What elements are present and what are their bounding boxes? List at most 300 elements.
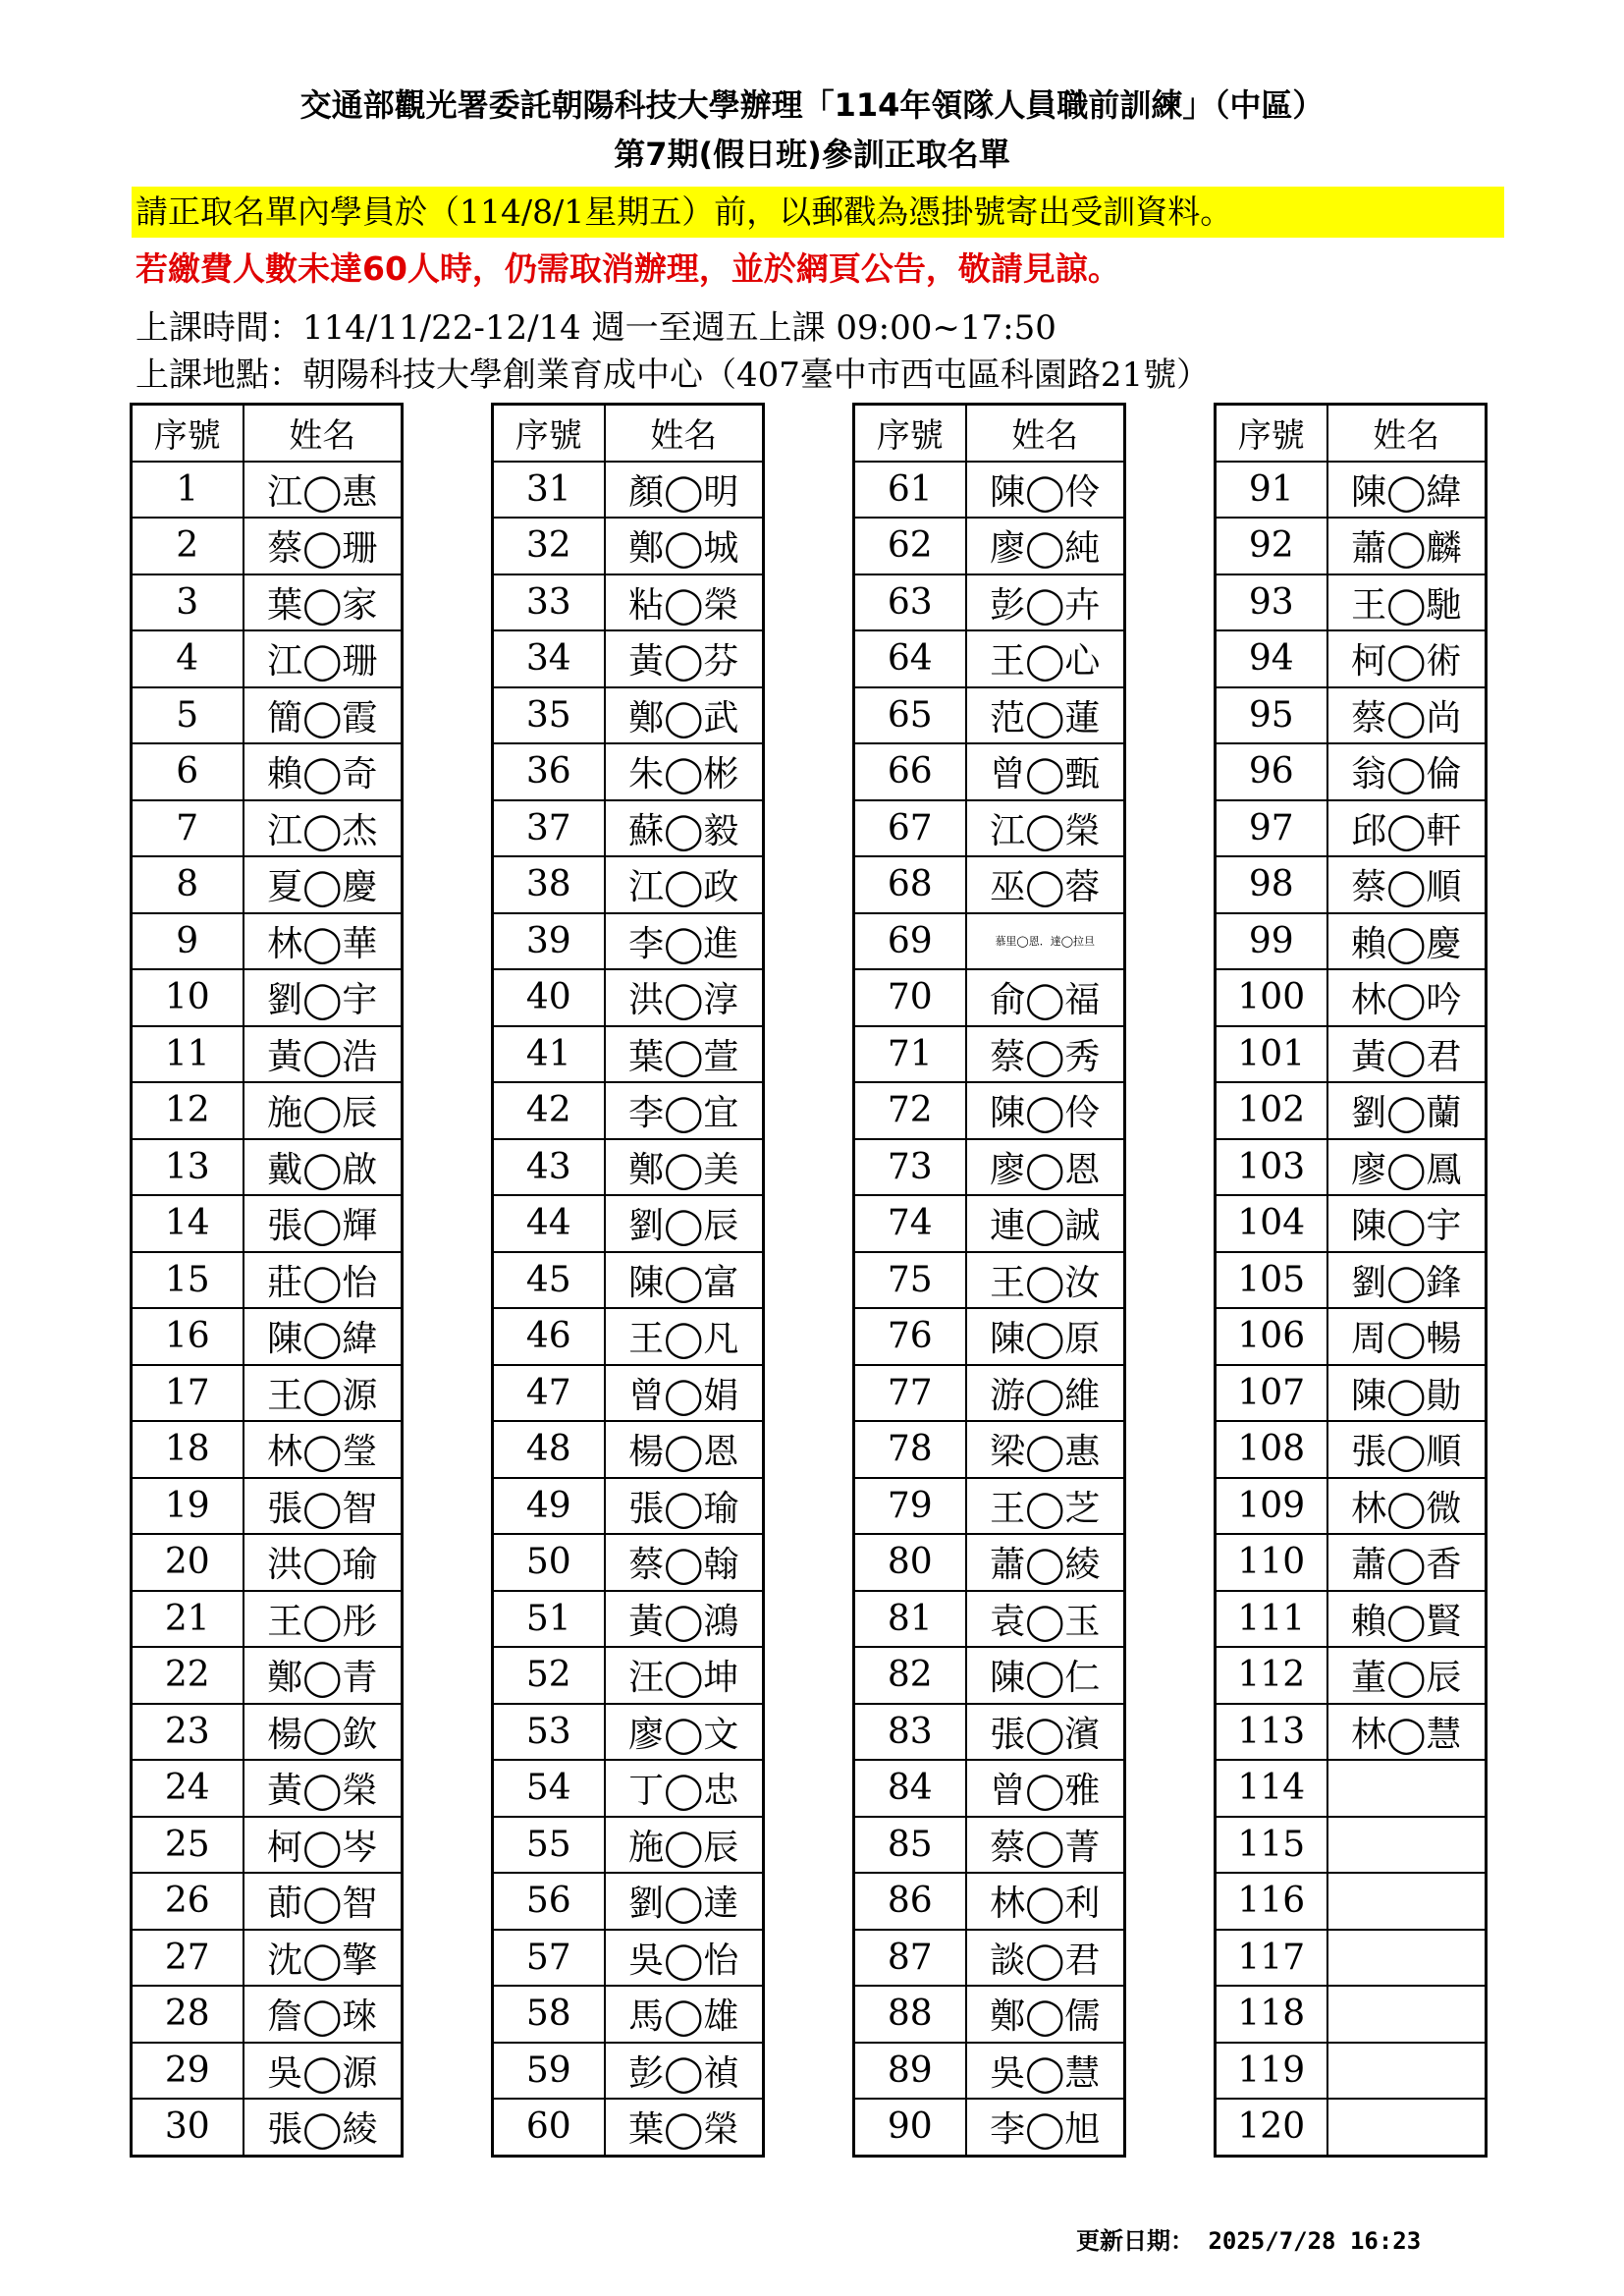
table-header-row xyxy=(854,405,1125,462)
row-number: 73 xyxy=(854,1139,966,1196)
trainee-name: 柯◯岑 xyxy=(244,1817,403,1874)
trainee-name: 黃◯君 xyxy=(1327,1026,1487,1083)
table-row xyxy=(1216,1308,1487,1365)
table-row xyxy=(132,1308,403,1365)
table-row xyxy=(493,1760,764,1817)
row-number: 118 xyxy=(1216,1986,1327,2043)
table-row xyxy=(1216,518,1487,574)
table-row xyxy=(132,1365,403,1422)
trainee-name: 柯◯術 xyxy=(1327,630,1487,687)
row-number: 108 xyxy=(1216,1421,1327,1478)
trainee-name: 葉◯萱 xyxy=(605,1026,764,1083)
update-date: 更新日期： 2025/7/28 16:23 xyxy=(1076,2227,1422,2255)
trainee-name: 陳◯宇 xyxy=(1327,1195,1487,1252)
trainee-name: 鄭◯儒 xyxy=(966,1986,1125,2043)
table-row xyxy=(1216,687,1487,744)
trainee-name: 巫◯蓉 xyxy=(966,856,1125,913)
trainee-name: 陳◯緯 xyxy=(244,1308,403,1365)
table-row xyxy=(854,1647,1125,1704)
row-number: 51 xyxy=(493,1591,605,1648)
course-time: 上課時間：114/11/22-12/14 週一至週五上課 09:00~17:50 xyxy=(135,308,1056,348)
trainee-name: 鄭◯武 xyxy=(605,687,764,744)
roster-table xyxy=(491,403,765,2158)
row-number: 111 xyxy=(1216,1591,1327,1648)
table-row xyxy=(493,1704,764,1761)
trainee-name: 林◯利 xyxy=(966,1873,1125,1930)
row-number: 107 xyxy=(1216,1365,1327,1422)
table-row xyxy=(854,630,1125,687)
row-number: 18 xyxy=(132,1421,244,1478)
row-number: 83 xyxy=(854,1704,966,1761)
table-row xyxy=(1216,462,1487,519)
row-number: 67 xyxy=(854,800,966,857)
table-row xyxy=(854,1082,1125,1139)
table-row xyxy=(1216,630,1487,687)
trainee-name: 黃◯鴻 xyxy=(605,1591,764,1648)
row-number: 77 xyxy=(854,1365,966,1422)
row-number: 24 xyxy=(132,1760,244,1817)
row-number: 106 xyxy=(1216,1308,1327,1365)
trainee-name xyxy=(1327,2099,1487,2156)
table-row xyxy=(132,1195,403,1252)
trainee-name: 慕里◯恩．達◯拉旦 xyxy=(966,913,1125,970)
row-number: 110 xyxy=(1216,1534,1327,1591)
trainee-name: 黃◯榮 xyxy=(244,1760,403,1817)
trainee-name: 陳◯勛 xyxy=(1327,1365,1487,1422)
row-number: 113 xyxy=(1216,1704,1327,1761)
table-row xyxy=(493,913,764,970)
table-row xyxy=(493,1421,764,1478)
column-header-number: 序號 xyxy=(132,405,244,462)
table-row xyxy=(854,800,1125,857)
trainee-name: 李◯旭 xyxy=(966,2099,1125,2156)
trainee-name: 顏◯明 xyxy=(605,462,764,519)
row-number: 10 xyxy=(132,969,244,1026)
table-row xyxy=(493,574,764,631)
row-number: 52 xyxy=(493,1647,605,1704)
row-number: 115 xyxy=(1216,1817,1327,1874)
row-number: 69 xyxy=(854,913,966,970)
table-row xyxy=(493,2043,764,2100)
row-number: 119 xyxy=(1216,2043,1327,2100)
table-row xyxy=(132,1252,403,1309)
row-number: 94 xyxy=(1216,630,1327,687)
table-row xyxy=(1216,1252,1487,1309)
row-number: 105 xyxy=(1216,1252,1327,1309)
table-row xyxy=(1216,913,1487,970)
trainee-name: 莭◯智 xyxy=(244,1873,403,1930)
table-row xyxy=(1216,1704,1487,1761)
trainee-name: 林◯吟 xyxy=(1327,969,1487,1026)
row-number: 30 xyxy=(132,2099,244,2156)
row-number: 20 xyxy=(132,1534,244,1591)
table-row xyxy=(1216,1421,1487,1478)
row-number: 88 xyxy=(854,1986,966,2043)
document-subtitle: 第7期(假日班)參訓正取名單 xyxy=(614,136,1010,173)
trainee-name: 江◯杰 xyxy=(244,800,403,857)
trainee-name: 彭◯禎 xyxy=(605,2043,764,2100)
roster-table xyxy=(1214,403,1488,2158)
table-row xyxy=(493,630,764,687)
trainee-name: 陳◯伶 xyxy=(966,1082,1125,1139)
row-number: 75 xyxy=(854,1252,966,1309)
trainee-name: 江◯政 xyxy=(605,856,764,913)
trainee-name: 蕭◯綾 xyxy=(966,1534,1125,1591)
trainee-name: 曾◯雅 xyxy=(966,1760,1125,1817)
trainee-name: 丁◯忠 xyxy=(605,1760,764,1817)
table-row xyxy=(132,1647,403,1704)
trainee-name: 劉◯辰 xyxy=(605,1195,764,1252)
row-number: 76 xyxy=(854,1308,966,1365)
table-row xyxy=(854,2043,1125,2100)
row-number: 39 xyxy=(493,913,605,970)
trainee-name xyxy=(1327,2043,1487,2100)
table-row xyxy=(132,913,403,970)
trainee-name: 戴◯啟 xyxy=(244,1139,403,1196)
table-row xyxy=(132,2099,403,2156)
trainee-name: 張◯濱 xyxy=(966,1704,1125,1761)
row-number: 3 xyxy=(132,574,244,631)
trainee-name: 蔡◯秀 xyxy=(966,1026,1125,1083)
table-row xyxy=(132,1760,403,1817)
trainee-name: 王◯汝 xyxy=(966,1252,1125,1309)
table-row xyxy=(854,518,1125,574)
row-number: 86 xyxy=(854,1873,966,1930)
roster-table xyxy=(852,403,1126,2158)
table-row xyxy=(132,1082,403,1139)
trainee-name: 廖◯純 xyxy=(966,518,1125,574)
row-number: 47 xyxy=(493,1365,605,1422)
row-number: 17 xyxy=(132,1365,244,1422)
row-number: 64 xyxy=(854,630,966,687)
row-number: 29 xyxy=(132,2043,244,2100)
trainee-name: 劉◯鋒 xyxy=(1327,1252,1487,1309)
row-number: 114 xyxy=(1216,1760,1327,1817)
table-row xyxy=(132,574,403,631)
table-row xyxy=(1216,743,1487,800)
trainee-name: 游◯維 xyxy=(966,1365,1125,1422)
trainee-name: 劉◯宇 xyxy=(244,969,403,1026)
trainee-name: 莊◯怡 xyxy=(244,1252,403,1309)
table-row xyxy=(493,1986,764,2043)
row-number: 100 xyxy=(1216,969,1327,1026)
trainee-name: 邱◯軒 xyxy=(1327,800,1487,857)
row-number: 31 xyxy=(493,462,605,519)
row-number: 6 xyxy=(132,743,244,800)
row-number: 7 xyxy=(132,800,244,857)
trainee-name: 汪◯坤 xyxy=(605,1647,764,1704)
row-number: 103 xyxy=(1216,1139,1327,1196)
trainee-name: 俞◯福 xyxy=(966,969,1125,1026)
trainee-name: 葉◯榮 xyxy=(605,2099,764,2156)
table-row xyxy=(132,687,403,744)
trainee-name xyxy=(1327,1986,1487,2043)
trainee-name: 廖◯恩 xyxy=(966,1139,1125,1196)
row-number: 9 xyxy=(132,913,244,970)
row-number: 36 xyxy=(493,743,605,800)
row-number: 109 xyxy=(1216,1478,1327,1535)
row-number: 102 xyxy=(1216,1082,1327,1139)
trainee-name: 林◯微 xyxy=(1327,1478,1487,1535)
row-number: 59 xyxy=(493,2043,605,2100)
table-row xyxy=(493,1591,764,1648)
trainee-name: 施◯辰 xyxy=(244,1082,403,1139)
table-row xyxy=(132,1704,403,1761)
table-row xyxy=(493,2099,764,2156)
trainee-name: 林◯瑩 xyxy=(244,1421,403,1478)
table-row xyxy=(132,743,403,800)
row-number: 70 xyxy=(854,969,966,1026)
row-number: 48 xyxy=(493,1421,605,1478)
table-row xyxy=(132,1534,403,1591)
row-number: 35 xyxy=(493,687,605,744)
table-row xyxy=(493,1082,764,1139)
table-header-row xyxy=(132,405,403,462)
trainee-name: 王◯芝 xyxy=(966,1478,1125,1535)
table-row xyxy=(1216,856,1487,913)
mailing-deadline-notice: 請正取名單內學員於（114/8/1星期五）前，以郵戳為憑掛號寄出受訓資料。 xyxy=(132,187,1504,238)
table-row xyxy=(854,913,1125,970)
column-header-number: 序號 xyxy=(854,405,966,462)
row-number: 8 xyxy=(132,856,244,913)
row-number: 43 xyxy=(493,1139,605,1196)
table-row xyxy=(132,1986,403,2043)
row-number: 26 xyxy=(132,1873,244,1930)
row-number: 81 xyxy=(854,1591,966,1648)
trainee-name: 梁◯惠 xyxy=(966,1421,1125,1478)
trainee-name: 翁◯倫 xyxy=(1327,743,1487,800)
column-header-name: 姓名 xyxy=(244,405,403,462)
row-number: 53 xyxy=(493,1704,605,1761)
row-number: 5 xyxy=(132,687,244,744)
table-row xyxy=(854,1817,1125,1874)
table-row xyxy=(1216,1817,1487,1874)
table-row xyxy=(1216,1534,1487,1591)
row-number: 80 xyxy=(854,1534,966,1591)
table-row xyxy=(1216,1591,1487,1648)
table-row xyxy=(1216,1082,1487,1139)
trainee-name: 談◯君 xyxy=(966,1930,1125,1987)
table-row xyxy=(854,2099,1125,2156)
row-number: 90 xyxy=(854,2099,966,2156)
row-number: 49 xyxy=(493,1478,605,1535)
trainee-name: 黃◯芬 xyxy=(605,630,764,687)
trainee-name: 廖◯鳳 xyxy=(1327,1139,1487,1196)
trainee-name: 曾◯娟 xyxy=(605,1365,764,1422)
table-row xyxy=(1216,2099,1487,2156)
row-number: 38 xyxy=(493,856,605,913)
trainee-name: 陳◯原 xyxy=(966,1308,1125,1365)
column-header-name: 姓名 xyxy=(605,405,764,462)
trainee-name: 范◯蓮 xyxy=(966,687,1125,744)
table-row xyxy=(132,518,403,574)
trainee-name: 袁◯玉 xyxy=(966,1591,1125,1648)
row-number: 104 xyxy=(1216,1195,1327,1252)
row-number: 60 xyxy=(493,2099,605,2156)
table-row xyxy=(132,856,403,913)
trainee-name: 鄭◯城 xyxy=(605,518,764,574)
row-number: 54 xyxy=(493,1760,605,1817)
table-row xyxy=(1216,574,1487,631)
row-number: 93 xyxy=(1216,574,1327,631)
table-row xyxy=(854,574,1125,631)
column-header-name: 姓名 xyxy=(1327,405,1487,462)
table-row xyxy=(854,1139,1125,1196)
table-row xyxy=(493,800,764,857)
table-row xyxy=(854,1873,1125,1930)
row-number: 120 xyxy=(1216,2099,1327,2156)
trainee-name: 王◯凡 xyxy=(605,1308,764,1365)
trainee-name: 沈◯擎 xyxy=(244,1930,403,1987)
row-number: 4 xyxy=(132,630,244,687)
table-row xyxy=(854,687,1125,744)
row-number: 78 xyxy=(854,1421,966,1478)
row-number: 19 xyxy=(132,1478,244,1535)
trainee-name: 廖◯文 xyxy=(605,1704,764,1761)
row-number: 16 xyxy=(132,1308,244,1365)
table-row xyxy=(1216,1478,1487,1535)
row-number: 42 xyxy=(493,1082,605,1139)
table-row xyxy=(493,1930,764,1987)
trainee-name: 董◯辰 xyxy=(1327,1647,1487,1704)
trainee-name: 王◯心 xyxy=(966,630,1125,687)
table-row xyxy=(854,1478,1125,1535)
table-row xyxy=(854,1704,1125,1761)
column-header-name: 姓名 xyxy=(966,405,1125,462)
row-number: 32 xyxy=(493,518,605,574)
row-number: 74 xyxy=(854,1195,966,1252)
table-row xyxy=(854,969,1125,1026)
row-number: 12 xyxy=(132,1082,244,1139)
table-row xyxy=(854,1421,1125,1478)
row-number: 14 xyxy=(132,1195,244,1252)
row-number: 62 xyxy=(854,518,966,574)
row-number: 50 xyxy=(493,1534,605,1591)
trainee-name: 賴◯慶 xyxy=(1327,913,1487,970)
table-row xyxy=(1216,1930,1487,1987)
table-row xyxy=(493,856,764,913)
trainee-name: 王◯源 xyxy=(244,1365,403,1422)
row-number: 13 xyxy=(132,1139,244,1196)
trainee-name: 王◯馳 xyxy=(1327,574,1487,631)
table-row xyxy=(493,1252,764,1309)
row-number: 112 xyxy=(1216,1647,1327,1704)
row-number: 96 xyxy=(1216,743,1327,800)
trainee-name: 蔡◯珊 xyxy=(244,518,403,574)
table-row xyxy=(493,1873,764,1930)
table-row xyxy=(493,1817,764,1874)
table-row xyxy=(493,1139,764,1196)
table-row xyxy=(854,1534,1125,1591)
row-number: 27 xyxy=(132,1930,244,1987)
cancellation-warning: 若繳費人數未達60人時，仍需取消辦理，並於網頁公告，敬請見諒。 xyxy=(135,249,1120,288)
row-number: 97 xyxy=(1216,800,1327,857)
trainee-name: 賴◯奇 xyxy=(244,743,403,800)
table-row xyxy=(493,1026,764,1083)
column-header-number: 序號 xyxy=(493,405,605,462)
row-number: 79 xyxy=(854,1478,966,1535)
row-number: 55 xyxy=(493,1817,605,1874)
row-number: 68 xyxy=(854,856,966,913)
trainee-name: 蕭◯麟 xyxy=(1327,518,1487,574)
row-number: 95 xyxy=(1216,687,1327,744)
row-number: 82 xyxy=(854,1647,966,1704)
roster-table xyxy=(130,403,404,2158)
table-row xyxy=(1216,2043,1487,2100)
table-row xyxy=(854,1591,1125,1648)
trainee-name: 江◯榮 xyxy=(966,800,1125,857)
document-title: 交通部觀光署委託朝陽科技大學辦理「114年領隊人員職前訓練」（中區） xyxy=(299,86,1325,124)
trainee-name: 張◯順 xyxy=(1327,1421,1487,1478)
trainee-name: 江◯珊 xyxy=(244,630,403,687)
trainee-name: 陳◯緯 xyxy=(1327,462,1487,519)
row-number: 58 xyxy=(493,1986,605,2043)
table-row xyxy=(493,1478,764,1535)
table-row xyxy=(854,1026,1125,1083)
table-row xyxy=(493,518,764,574)
table-row xyxy=(132,1817,403,1874)
trainee-name: 陳◯富 xyxy=(605,1252,764,1309)
table-row xyxy=(493,969,764,1026)
trainee-name: 黃◯浩 xyxy=(244,1026,403,1083)
row-number: 21 xyxy=(132,1591,244,1648)
table-row xyxy=(132,2043,403,2100)
table-row xyxy=(132,1421,403,1478)
table-row xyxy=(1216,1873,1487,1930)
trainee-name: 蔡◯順 xyxy=(1327,856,1487,913)
table-row xyxy=(132,1139,403,1196)
row-number: 85 xyxy=(854,1817,966,1874)
trainee-name: 蔡◯翰 xyxy=(605,1534,764,1591)
trainee-name: 葉◯家 xyxy=(244,574,403,631)
row-number: 25 xyxy=(132,1817,244,1874)
table-row xyxy=(1216,969,1487,1026)
row-number: 116 xyxy=(1216,1873,1327,1930)
table-row xyxy=(854,856,1125,913)
table-row xyxy=(1216,1986,1487,2043)
trainee-name: 蔡◯尚 xyxy=(1327,687,1487,744)
trainee-name xyxy=(1327,1930,1487,1987)
trainee-name: 吳◯源 xyxy=(244,2043,403,2100)
table-row xyxy=(1216,1026,1487,1083)
row-number: 61 xyxy=(854,462,966,519)
trainee-name: 粘◯榮 xyxy=(605,574,764,631)
trainee-name: 林◯慧 xyxy=(1327,1704,1487,1761)
table-row xyxy=(132,800,403,857)
trainee-name: 洪◯淳 xyxy=(605,969,764,1026)
table-row xyxy=(854,1986,1125,2043)
row-number: 99 xyxy=(1216,913,1327,970)
row-number: 34 xyxy=(493,630,605,687)
row-number: 66 xyxy=(854,743,966,800)
trainee-name: 張◯綾 xyxy=(244,2099,403,2156)
column-header-number: 序號 xyxy=(1216,405,1327,462)
row-number: 46 xyxy=(493,1308,605,1365)
trainee-name: 賴◯賢 xyxy=(1327,1591,1487,1648)
row-number: 92 xyxy=(1216,518,1327,574)
row-number: 44 xyxy=(493,1195,605,1252)
trainee-name: 劉◯蘭 xyxy=(1327,1082,1487,1139)
table-header-row xyxy=(1216,405,1487,462)
row-number: 40 xyxy=(493,969,605,1026)
trainee-name: 鄭◯美 xyxy=(605,1139,764,1196)
table-row xyxy=(132,630,403,687)
course-location: 上課地點：朝陽科技大學創業育成中心（407臺中市西屯區科園路21號） xyxy=(135,355,1211,395)
table-row xyxy=(854,1308,1125,1365)
trainee-name: 簡◯霞 xyxy=(244,687,403,744)
trainee-name: 施◯辰 xyxy=(605,1817,764,1874)
row-number: 56 xyxy=(493,1873,605,1930)
